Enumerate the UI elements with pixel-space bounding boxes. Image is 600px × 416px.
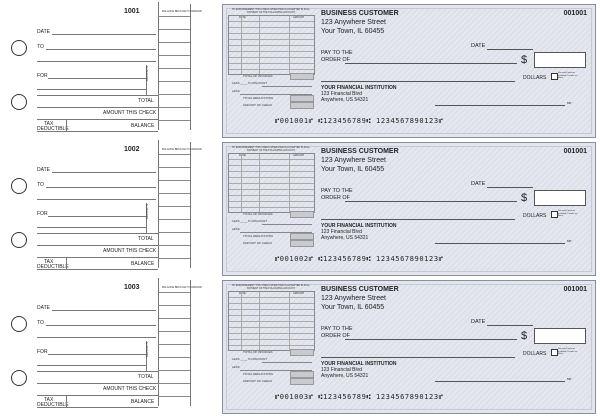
stub-balance-row-line (158, 357, 190, 358)
voucher-table-row (229, 27, 314, 28)
stub-balance-row-line (158, 383, 190, 384)
voucher-total-box (290, 211, 314, 218)
micr-line: ⑈001003⑈ ⑆123456789⑆ 1234567890123⑈ (275, 393, 444, 401)
check-body (222, 4, 596, 138)
voucher-table-row (229, 171, 314, 172)
business-name: BUSINESS CUSTOMER (321, 10, 399, 17)
stub-amount-label: AMOUNT THIS CHECK (103, 248, 157, 254)
stub-right-column (158, 2, 159, 130)
voucher-amount-box (290, 240, 314, 247)
bank-name: YOUR FINANCIAL INSTITUTION (321, 223, 397, 229)
check-date-field[interactable] (487, 187, 533, 188)
voucher-discount-line (262, 224, 312, 225)
dollars-label: DOLLARS (523, 75, 547, 81)
stub-total-label: TOTAL (138, 236, 154, 242)
stub-for-label: FOR (37, 73, 48, 79)
stub-deductible-label: DEDUCTIBLE (37, 126, 69, 132)
stub-right-column (158, 140, 159, 268)
stub-deductible-label: DEDUCTIBLE (37, 402, 69, 408)
amount-words-field[interactable] (321, 219, 515, 220)
voucher-endorsement: BY ENDORSEMENT THIS CHECK WHEN PAID IS ACCEPTED IN FULL PAYMENT OF THE FOLLOWING ACCOUNT (232, 146, 310, 152)
bank-address-line1: 123 Financial Blvd (321, 91, 362, 97)
padlock-icon (551, 73, 558, 80)
business-address-line2: Your Town, IL 60455 (321, 166, 385, 173)
voucher-less: LESS (232, 365, 240, 369)
stub-tax-label: TAX (44, 121, 54, 127)
stub-date-line[interactable] (52, 34, 156, 35)
check-date-label: DATE (471, 43, 486, 49)
stub-balance-row-line (158, 29, 190, 30)
micr-line: ⑈001002⑈ ⑆123456789⑆ 1234567890123⑈ (275, 255, 444, 263)
stub-for-line-2 (37, 227, 146, 228)
voucher-table-row (229, 69, 314, 70)
check-row (0, 2, 600, 140)
stub-balance-row-line (158, 292, 190, 293)
stub-balance-row-line (158, 81, 190, 82)
bank-name: YOUR FINANCIAL INSTITUTION (321, 85, 397, 91)
voucher-total-deductions: TOTAL DEDUCTIONS (243, 372, 273, 376)
dollar-sign: $ (521, 54, 528, 66)
stub-balance-row-line (158, 232, 190, 233)
check-row (0, 140, 600, 278)
stub-balance-row-line (158, 219, 190, 220)
stub-balance-line (37, 131, 158, 132)
stub-balance-row-line (158, 245, 190, 246)
dollar-sign: $ (521, 330, 528, 342)
voucher-amount-header: AMOUNT (293, 292, 305, 295)
stub-to-line[interactable] (46, 49, 156, 50)
stub-balance-column (190, 4, 191, 130)
stub-balance-row-line (158, 42, 190, 43)
voucher-total-box (290, 349, 314, 356)
mp-mark: MP (567, 239, 572, 243)
voucher-total-deductions: TOTAL DEDUCTIONS (243, 96, 273, 100)
check-date-field[interactable] (487, 49, 533, 50)
stub-balance-row-line (158, 107, 190, 108)
voucher-table-row (229, 33, 314, 34)
voucher-table-row (229, 39, 314, 40)
stub-amount-label: AMOUNT THIS CHECK (103, 110, 157, 116)
bank-name: YOUR FINANCIAL INSTITUTION (321, 361, 397, 367)
stub-total-line-top (37, 371, 158, 372)
voucher-table-row (229, 177, 314, 178)
stub-deposits-label: DEPOSITS (145, 342, 149, 358)
stub-balance-row-line (158, 55, 190, 56)
security-features-note: Security Features Included. Details on Back. (558, 348, 578, 356)
pay-to-label: PAY TO THE (321, 50, 353, 56)
signature-line[interactable] (435, 381, 565, 382)
stub-amount-label: AMOUNT THIS CHECK (103, 386, 157, 392)
stub-balance-row-line (158, 370, 190, 371)
stub-balance-label: BALANCE (131, 261, 155, 267)
voucher-table-row (229, 63, 314, 64)
stub-amount-line (37, 395, 158, 396)
payee-field[interactable] (345, 63, 517, 64)
business-name: BUSINESS CUSTOMER (321, 148, 399, 155)
stub-balance-label: BALANCE (131, 399, 155, 405)
voucher-table-row (229, 183, 314, 184)
stub-balance-row-line (158, 396, 190, 397)
voucher-less-discount: LESS ____ % DISCOUNT (232, 357, 268, 361)
stub-to-label: TO (37, 320, 44, 326)
check-date-label: DATE (471, 181, 486, 187)
voucher-table-row (229, 201, 314, 202)
voucher-total-box (290, 73, 314, 80)
stub-balance-row-line (158, 120, 190, 121)
stub-balance-row-line (158, 94, 190, 95)
padlock-icon (551, 211, 558, 218)
voucher-table-row (229, 315, 314, 316)
check-stub (0, 2, 208, 140)
micr-line: ⑈001001⑈ ⑆123456789⑆ 1234567890123⑈ (275, 117, 444, 125)
check-number: 001001 (563, 148, 587, 155)
pay-to-label: PAY TO THE (321, 326, 353, 332)
stub-deductible-label: DEDUCTIBLE (37, 264, 69, 270)
voucher-table-row (229, 333, 314, 334)
voucher-table (228, 153, 315, 213)
business-address-line1: 123 Anywhere Street (321, 19, 386, 26)
voucher-table-row (229, 309, 314, 310)
mp-mark: MP (567, 377, 572, 381)
voucher-table-row (229, 21, 314, 22)
stub-balance-forward-label: BALANCE BROUGHT FORWARD (162, 286, 202, 289)
stub-date-label: DATE (37, 167, 50, 173)
mp-mark: MP (567, 101, 572, 105)
stub-for-line-2 (37, 365, 146, 366)
business-name: BUSINESS CUSTOMER (321, 286, 399, 293)
stub-for-line[interactable] (48, 78, 146, 79)
stub-amount-line (37, 119, 158, 120)
stub-date-label: DATE (37, 29, 50, 35)
remittance-voucher (226, 146, 315, 244)
stub-date-line[interactable] (52, 172, 156, 173)
payee-field[interactable] (345, 201, 517, 202)
stub-date-line[interactable] (52, 310, 156, 311)
stub-total-label: TOTAL (138, 374, 154, 380)
voucher-endorsement: BY ENDORSEMENT THIS CHECK WHEN PAID IS ACCEPTED IN FULL PAYMENT OF THE FOLLOWING ACCOUNT (232, 284, 310, 290)
voucher-table-row (229, 297, 314, 298)
stub-tax-divider (66, 257, 67, 269)
amount-box[interactable] (534, 190, 586, 206)
voucher-table-row (229, 189, 314, 190)
voucher-amount-header: AMOUNT (293, 16, 305, 19)
check-number: 001001 (563, 10, 587, 17)
stub-for-line[interactable] (48, 216, 146, 217)
check-body (222, 142, 596, 276)
voucher-less: LESS (232, 89, 240, 93)
order-of-label: ORDER OF (321, 333, 351, 339)
stub-amount-line (37, 257, 158, 258)
stub-balance-row-line (158, 16, 190, 17)
voucher-amount-of-check: AMOUNT OF CHECK (243, 103, 273, 107)
stub-balance-forward-label: BALANCE BROUGHT FORWARD (162, 148, 202, 151)
stub-date-label: DATE (37, 305, 50, 311)
padlock-icon (551, 349, 558, 356)
amount-words-field[interactable] (321, 357, 515, 358)
voucher-table-row (229, 321, 314, 322)
binder-hole (11, 232, 27, 248)
voucher-amount-box (290, 378, 314, 385)
binder-hole (11, 370, 27, 386)
stub-balance-row-line (158, 305, 190, 306)
binder-hole (11, 178, 27, 194)
stub-for-line-2 (37, 89, 146, 90)
stub-balance-column (190, 142, 191, 268)
amount-box[interactable] (534, 328, 586, 344)
voucher-table-row (229, 51, 314, 52)
dollar-sign: $ (521, 192, 528, 204)
stub-total-line-top (37, 95, 158, 96)
business-address-line2: Your Town, IL 60455 (321, 28, 385, 35)
voucher-less: LESS (232, 227, 240, 231)
signature-line[interactable] (435, 105, 565, 106)
stub-number: 1003 (124, 284, 140, 291)
voucher-table-row (229, 339, 314, 340)
stub-balance-row-line (158, 68, 190, 69)
business-address-line1: 123 Anywhere Street (321, 295, 386, 302)
stub-tax-divider (66, 119, 67, 131)
voucher-amount-of-check: AMOUNT OF CHECK (243, 241, 273, 245)
security-features-note: Security Features Included. Details on Back. (558, 210, 578, 218)
voucher-amount-of-check: AMOUNT OF CHECK (243, 379, 273, 383)
stub-to-label: TO (37, 44, 44, 50)
stub-for-label: FOR (37, 349, 48, 355)
check-stub (0, 140, 208, 278)
stub-balance-row-line (158, 167, 190, 168)
stub-total-line (37, 383, 158, 384)
voucher-less-discount: LESS ____ % DISCOUNT (232, 219, 268, 223)
voucher-table (228, 15, 315, 75)
stub-to-line[interactable] (46, 325, 156, 326)
voucher-less-discount: LESS ____ % DISCOUNT (232, 81, 268, 85)
dollars-label: DOLLARS (523, 351, 547, 357)
voucher-total-invoices: TOTAL OF INVOICES (243, 350, 273, 354)
voucher-amount-header: AMOUNT (293, 154, 305, 157)
stub-balance-line (37, 407, 158, 408)
stub-balance-forward-label: BALANCE BROUGHT FORWARD (162, 10, 202, 13)
payee-field[interactable] (345, 339, 517, 340)
voucher-table-row (229, 45, 314, 46)
stub-to-line-2 (37, 337, 156, 338)
stub-to-line[interactable] (46, 187, 156, 188)
stub-to-label: TO (37, 182, 44, 188)
stub-deposits-label: DEPOSITS (145, 66, 149, 82)
signature-line[interactable] (435, 243, 565, 244)
bank-address-line2: Anywhere, US 54321 (321, 97, 369, 103)
voucher-table-row (229, 327, 314, 328)
business-address-line2: Your Town, IL 60455 (321, 304, 385, 311)
voucher-deductions-box (290, 371, 314, 378)
binder-hole (11, 316, 27, 332)
stub-balance-row-line (158, 206, 190, 207)
bank-address-line2: Anywhere, US 54321 (321, 235, 369, 241)
stub-for-label: FOR (37, 211, 48, 217)
voucher-total-invoices: TOTAL OF INVOICES (243, 212, 273, 216)
stub-tax-divider (66, 395, 67, 407)
voucher-table-row (229, 165, 314, 166)
stub-balance-row-line (158, 318, 190, 319)
voucher-date-header: DATE (239, 154, 246, 157)
check-row (0, 278, 600, 416)
check-date-label: DATE (471, 319, 486, 325)
stub-balance-row-line (158, 193, 190, 194)
check-stub (0, 278, 208, 416)
stub-total-label: TOTAL (138, 98, 154, 104)
dollars-label: DOLLARS (523, 213, 547, 219)
stub-balance-row-line (158, 154, 190, 155)
stub-number: 1001 (124, 8, 140, 15)
voucher-discount-line (262, 86, 312, 87)
check-body (222, 280, 596, 414)
voucher-table-row (229, 303, 314, 304)
stub-balance-label: BALANCE (131, 123, 155, 129)
check-date-field[interactable] (487, 325, 533, 326)
voucher-total-invoices: TOTAL OF INVOICES (243, 74, 273, 78)
voucher-endorsement: BY ENDORSEMENT THIS CHECK WHEN PAID IS ACCEPTED IN FULL PAYMENT OF THE FOLLOWING ACCOUNT (232, 8, 310, 14)
stub-total-line-top (37, 233, 158, 234)
stub-right-column (158, 278, 159, 406)
stub-total-line (37, 107, 158, 108)
voucher-table-row (229, 207, 314, 208)
voucher-table-row (229, 195, 314, 196)
bank-address-line1: 123 Financial Blvd (321, 367, 362, 373)
stub-to-line-2 (37, 61, 156, 62)
voucher-deductions-box (290, 95, 314, 102)
stub-total-line (37, 245, 158, 246)
order-of-label: ORDER OF (321, 57, 351, 63)
voucher-amount-box (290, 102, 314, 109)
voucher-deductions-box (290, 233, 314, 240)
voucher-date-header: DATE (239, 16, 246, 19)
stub-balance-line (37, 269, 158, 270)
voucher-discount-line (262, 362, 312, 363)
stub-to-line-2 (37, 199, 156, 200)
voucher-table-row (229, 57, 314, 58)
stub-for-line[interactable] (48, 354, 146, 355)
bank-address-line1: 123 Financial Blvd (321, 229, 362, 235)
amount-box[interactable] (534, 52, 586, 68)
stub-tax-label: TAX (44, 397, 54, 403)
stub-balance-row-line (158, 331, 190, 332)
stub-tax-label: TAX (44, 259, 54, 265)
check-number: 001001 (563, 286, 587, 293)
voucher-table-row (229, 345, 314, 346)
order-of-label: ORDER OF (321, 195, 351, 201)
business-address-line1: 123 Anywhere Street (321, 157, 386, 164)
remittance-voucher (226, 8, 315, 106)
binder-hole (11, 94, 27, 110)
voucher-date-header: DATE (239, 292, 246, 295)
security-features-note: Security Features Included. Details on Back. (558, 72, 578, 80)
stub-balance-row-line (158, 180, 190, 181)
amount-words-field[interactable] (321, 81, 515, 82)
binder-hole (11, 40, 27, 56)
stub-deposits-label: DEPOSITS (145, 204, 149, 220)
pay-to-label: PAY TO THE (321, 188, 353, 194)
stub-balance-row-line (158, 258, 190, 259)
voucher-total-deductions: TOTAL DEDUCTIONS (243, 234, 273, 238)
voucher-table-row (229, 159, 314, 160)
stub-number: 1002 (124, 146, 140, 153)
bank-address-line2: Anywhere, US 54321 (321, 373, 369, 379)
stub-balance-column (190, 280, 191, 406)
voucher-table (228, 291, 315, 351)
stub-balance-row-line (158, 344, 190, 345)
remittance-voucher (226, 284, 315, 382)
